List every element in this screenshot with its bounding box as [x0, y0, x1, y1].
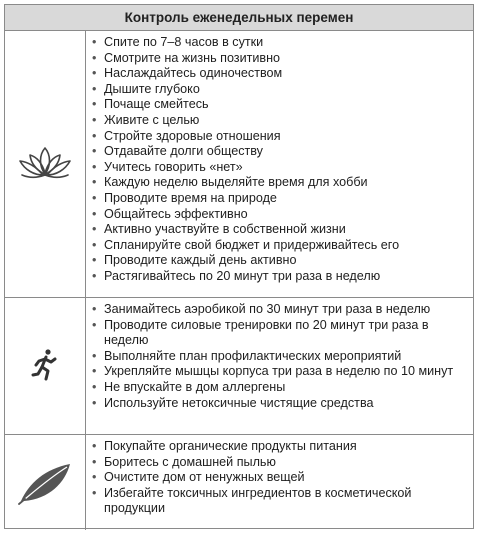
section-environment — [5, 435, 473, 530]
list-item: • Укрепляйте мышцы корпуса три раза в неделю по 10 минут — [92, 364, 469, 380]
list-item: • Проводите каждый день активно — [92, 253, 469, 269]
list-item: • Спите по 7–8 часов в сутки — [92, 35, 469, 51]
mind-list — [92, 35, 469, 285]
environment-list — [92, 439, 469, 517]
list-item: • Растягивайтесь по 20 минут три раза в неделю — [92, 269, 469, 285]
runner-icon — [30, 348, 60, 384]
list-item: • Избегайте токсичных ингредиентов в косметической продукции — [92, 486, 469, 517]
list-item: • Наслаждайтесь одиночеством — [92, 66, 469, 82]
section-mind — [5, 31, 473, 298]
list-item: • Спланируйте свой бюджет и придерживайтесь его — [92, 238, 469, 254]
list-item: • Покупайте органические продукты питания — [92, 439, 469, 455]
list-item: • Смотрите на жизнь позитивно — [92, 51, 469, 67]
list-item: • Выполняйте план профилактических мероприятий — [92, 349, 469, 365]
list-item: • Почаще смейтесь — [92, 97, 469, 113]
list-item: • Отдавайте долги обществу — [92, 144, 469, 160]
body-list — [92, 302, 469, 411]
list-item: • Общайтесь эффективно — [92, 207, 469, 223]
table-title: Контроль еженедельных перемен — [5, 5, 473, 31]
list-item: • Боритесь с домашней пылью — [92, 455, 469, 471]
section-body — [5, 298, 473, 435]
section-icon-cell — [5, 31, 86, 297]
list-item: • Живите с целью — [92, 113, 469, 129]
section-icon-cell — [5, 298, 86, 434]
weekly-changes-table — [4, 4, 474, 529]
list-item: • Каждую неделю выделяйте время для хобби — [92, 175, 469, 191]
lotus-icon — [14, 144, 76, 184]
list-item: • Занимайтесь аэробикой по 30 минут три раза в неделю — [92, 302, 469, 318]
list-item: • Активно участвуйте в собственной жизни — [92, 222, 469, 238]
list-item: • Дышите глубоко — [92, 82, 469, 98]
list-item: • Не впускайте в дом аллергены — [92, 380, 469, 396]
section-icon-cell — [5, 435, 86, 530]
list-item: • Проводите время на природе — [92, 191, 469, 207]
list-item: • Используйте нетоксичные чистящие средства — [92, 396, 469, 412]
leaf-icon — [15, 461, 75, 505]
list-item: • Учитесь говорить «нет» — [92, 160, 469, 176]
list-item: • Очистите дом от ненужных вещей — [92, 470, 469, 486]
list-item: • Стройте здоровые отношения — [92, 129, 469, 145]
list-item: • Проводите силовые тренировки по 20 минут три раза в неделю — [92, 318, 469, 349]
